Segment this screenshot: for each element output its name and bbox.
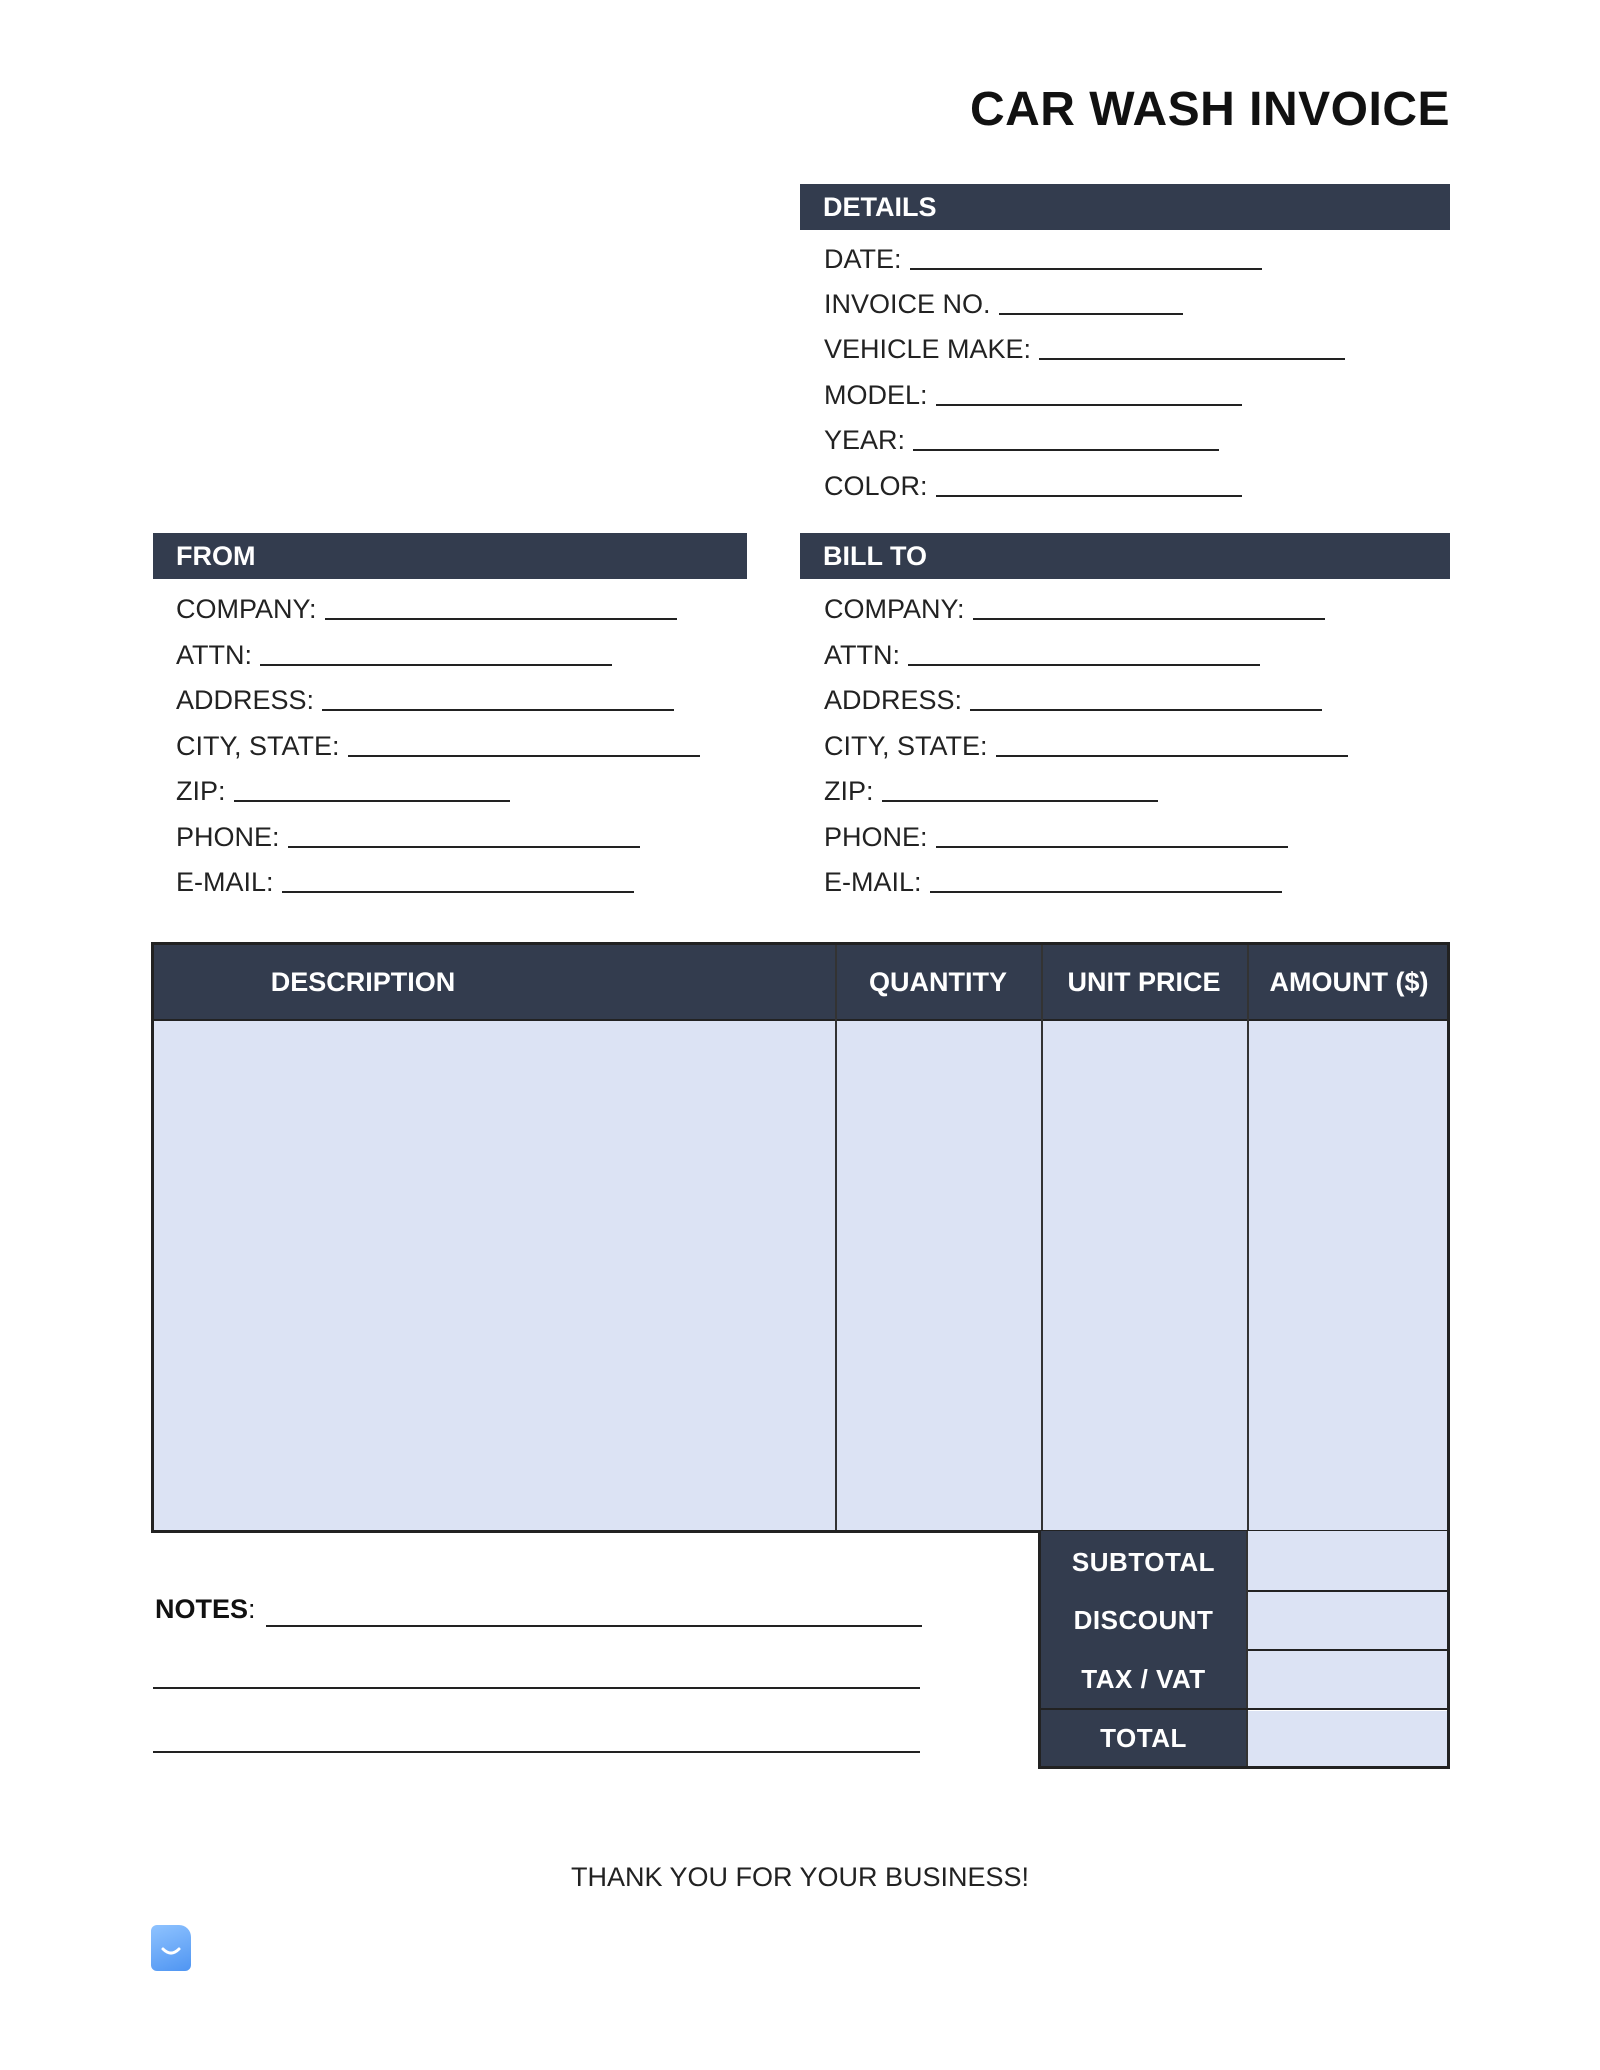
table-header-row (154, 945, 1447, 1021)
row-divider (1248, 1590, 1447, 1592)
amount-cell[interactable] (1249, 1021, 1447, 1530)
document-smile-icon (151, 1925, 191, 1971)
field-label: E-MAIL: (824, 867, 922, 897)
bill-to-city-state[interactable] (824, 717, 1348, 762)
subtotal-label: SUBTOTAL (1041, 1531, 1246, 1591)
field-line (234, 800, 510, 802)
notes-line[interactable] (153, 1687, 920, 1689)
field-year[interactable] (824, 411, 1219, 456)
field-line (1039, 358, 1345, 360)
quantity-cell[interactable] (837, 1021, 1041, 1530)
discount-value[interactable] (1248, 1592, 1447, 1649)
row-divider (1041, 1708, 1447, 1710)
totals-block (1038, 1531, 1450, 1769)
field-invoice-no[interactable] (824, 275, 1183, 320)
line-items-table (151, 942, 1450, 1533)
bill-to-phone[interactable] (824, 808, 1288, 853)
tax-value[interactable] (1248, 1651, 1447, 1708)
notes-line[interactable] (266, 1625, 922, 1627)
notes-label (155, 1594, 256, 1625)
from-attn[interactable] (176, 626, 612, 671)
field-line (910, 268, 1262, 270)
notes-colon: : (248, 1594, 256, 1624)
description-cell[interactable] (154, 1021, 835, 1530)
from-city-state[interactable] (176, 717, 700, 762)
field-line (936, 495, 1242, 497)
from-zip[interactable] (176, 762, 510, 807)
field-line (936, 404, 1242, 406)
total-label: TOTAL (1041, 1710, 1246, 1766)
field-label: ATTN: (176, 640, 252, 670)
field-line (882, 800, 1158, 802)
field-line (288, 846, 640, 848)
field-label: CITY, STATE: (176, 731, 340, 761)
field-line (322, 709, 674, 711)
tax-label: TAX / VAT (1041, 1650, 1246, 1708)
field-label: COMPANY: (176, 594, 317, 624)
total-value[interactable] (1248, 1711, 1447, 1766)
notes-label-text: NOTES (155, 1594, 249, 1624)
field-label: ADDRESS: (176, 685, 315, 715)
field-label: VEHICLE MAKE: (824, 334, 1032, 364)
from-phone[interactable] (176, 808, 640, 853)
field-line (913, 449, 1219, 451)
from-email[interactable] (176, 853, 634, 898)
column-header-amount: AMOUNT ($) (1269, 967, 1429, 997)
column-header-description: DESCRIPTION (270, 967, 456, 997)
field-label: DATE: (824, 244, 902, 274)
field-vehicle-make[interactable] (824, 320, 1345, 365)
field-color[interactable] (824, 457, 1242, 502)
thank-you-message: THANK YOU FOR YOUR BUSINESS! (570, 1862, 1030, 1892)
row-divider (1248, 1649, 1447, 1651)
field-label: ADDRESS: (824, 685, 963, 715)
bill-to-zip[interactable] (824, 762, 1158, 807)
bill-to-email[interactable] (824, 853, 1282, 898)
subtotal-value[interactable] (1248, 1531, 1447, 1590)
from-company[interactable] (176, 580, 677, 625)
field-label: MODEL: (824, 380, 928, 410)
field-label: YEAR: (824, 425, 906, 455)
bill-to-header: BILL TO (800, 533, 1450, 579)
from-address[interactable] (176, 671, 674, 716)
field-label: COMPANY: (824, 594, 965, 624)
field-label: INVOICE NO. (824, 289, 991, 319)
field-line (999, 313, 1183, 315)
column-header-unit-price: UNIT PRICE (1067, 967, 1221, 997)
field-model[interactable] (824, 366, 1242, 411)
field-label: ZIP: (176, 776, 226, 806)
document-smile-icon-glyph (151, 1925, 191, 1971)
field-label: ZIP: (824, 776, 874, 806)
field-line (973, 618, 1325, 620)
field-line (260, 664, 612, 666)
field-line (970, 709, 1322, 711)
field-label: COLOR: (824, 471, 928, 501)
field-line (348, 755, 700, 757)
bill-to-address[interactable] (824, 671, 1322, 716)
field-line (282, 891, 634, 893)
field-line (908, 664, 1260, 666)
field-label: E-MAIL: (176, 867, 274, 897)
discount-label: DISCOUNT (1041, 1591, 1246, 1650)
field-label: CITY, STATE: (824, 731, 988, 761)
bill-to-company[interactable] (824, 580, 1325, 625)
notes-line[interactable] (153, 1751, 920, 1753)
field-line (325, 618, 677, 620)
field-date[interactable] (824, 230, 1262, 275)
field-label: ATTN: (824, 640, 900, 670)
field-label: PHONE: (176, 822, 280, 852)
from-header: FROM (153, 533, 747, 579)
unit-price-cell[interactable] (1043, 1021, 1247, 1530)
field-line (996, 755, 1348, 757)
bill-to-attn[interactable] (824, 626, 1260, 671)
field-line (930, 891, 1282, 893)
field-label: PHONE: (824, 822, 928, 852)
field-line (936, 846, 1288, 848)
invoice-title: CAR WASH INVOICE (969, 83, 1450, 136)
column-header-quantity: QUANTITY (869, 967, 1007, 997)
details-header: DETAILS (800, 184, 1450, 230)
